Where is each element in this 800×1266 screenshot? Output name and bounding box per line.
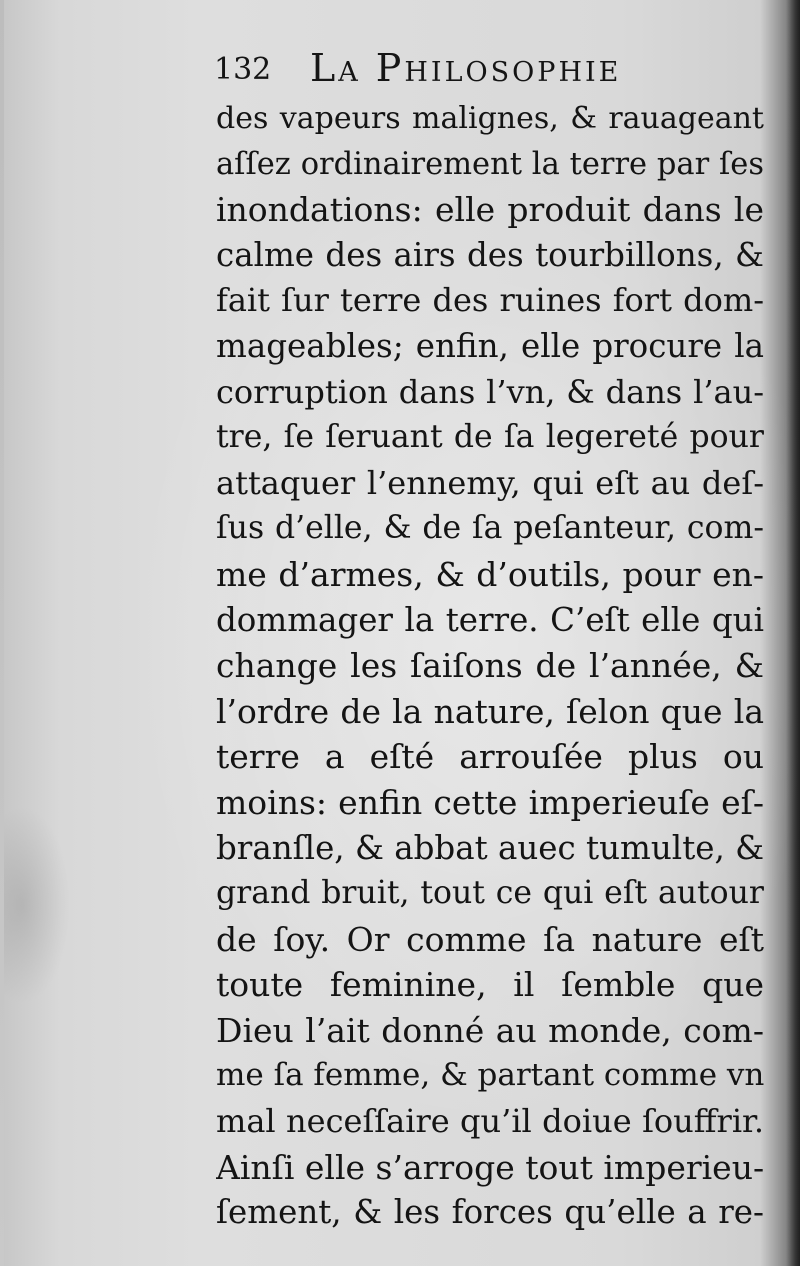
text-line: l’ordre de la nature, ſelon que la	[216, 691, 764, 731]
text-line: attaquer l’ennemy, qui eſt au deſ-	[216, 463, 764, 502]
text-line: toute feminine, il ſemble que	[216, 965, 764, 1005]
text-line: calme des airs des tourbillons, &	[216, 235, 764, 274]
text-line: corruption dans l’vn, & dans l’au-	[216, 372, 764, 411]
text-line: moins: enfin cette imperieuſe eſ-	[216, 782, 764, 822]
text-line: branſle, & abbat auec tumulte, &	[216, 828, 764, 867]
text-line: inondations: elle produit dans le	[216, 190, 764, 230]
page-number: 132	[214, 52, 272, 87]
text-line: change les ſaiſons de l’année, &	[216, 646, 764, 686]
page-right-edge-shadow	[786, 0, 800, 1266]
text-line: tre, ſe ſeruant de ſa legereté pour	[216, 419, 764, 456]
text-line: grand bruit, tout ce qui eſt autour	[216, 875, 764, 912]
text-line: Dieu l’ait donné au monde, com-	[216, 1010, 764, 1050]
text-line: ſus d’elle, & de ſa peſanteur, com-	[216, 510, 764, 547]
text-line: me ſa femme, & partant comme vn	[216, 1057, 764, 1094]
running-head: La Philosophie	[310, 46, 622, 90]
text-line: mageables; enfin, elle procure la	[216, 326, 764, 365]
text-line: Ainſi elle s’arroge tout imperieu-	[216, 1147, 764, 1187]
text-line: me d’armes, & d’outils, pour en-	[216, 554, 764, 594]
body-text	[216, 96, 764, 1236]
text-line: terre a eſté arrouſée plus ou	[216, 737, 764, 777]
text-line: des vapeurs malignes, & rauageant	[216, 101, 764, 136]
page-left-edge	[0, 0, 4, 1266]
text-line: fait ſur terre des ruines fort dom-	[216, 281, 764, 320]
text-line: dommager la terre. C’eſt elle qui	[216, 600, 764, 639]
text-line: aſſez ordinairement la terre par ſes	[216, 146, 764, 182]
text-line: mal neceſſaire qu’il doiue ſouffrir.	[216, 1102, 764, 1141]
text-line: ſement, & les forces qu’elle a re-	[216, 1193, 764, 1232]
text-line: de ſoy. Or comme ſa nature eſt	[216, 919, 764, 959]
page-header	[214, 42, 774, 100]
